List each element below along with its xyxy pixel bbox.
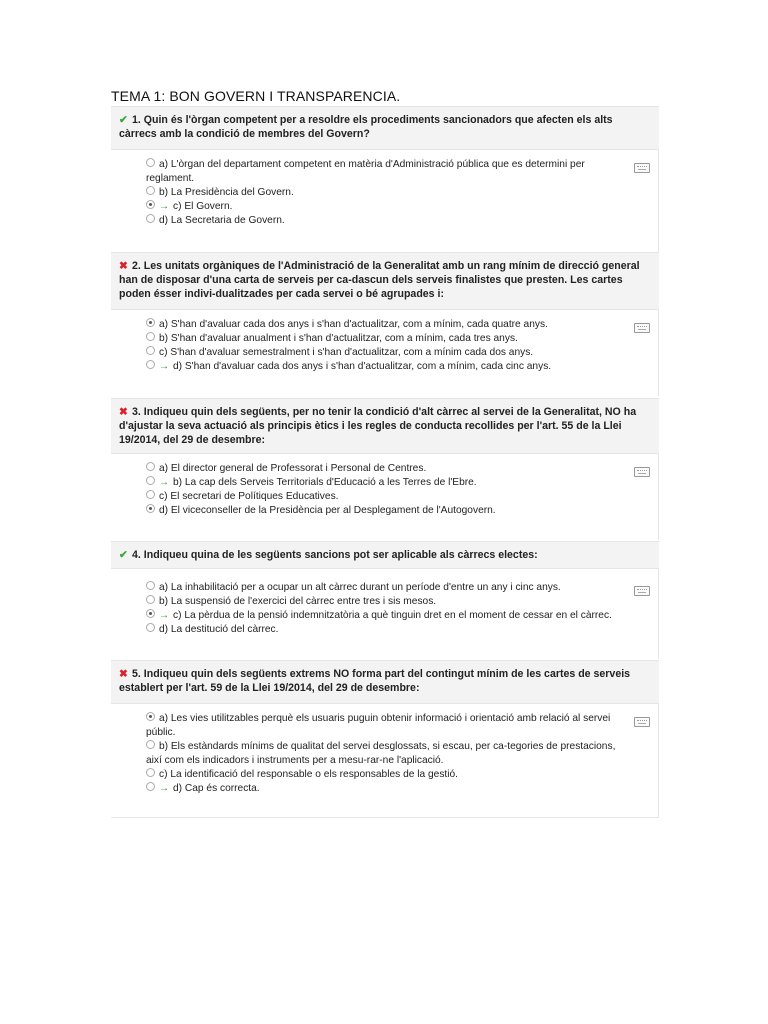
arrow-right-icon: →	[159, 361, 170, 372]
check-icon: ✔	[119, 114, 128, 126]
radio-button[interactable]	[146, 214, 155, 223]
question-body	[111, 310, 659, 396]
radio-button[interactable]	[146, 476, 155, 485]
option-label: b) La suspensió de l'exercici del càrrec entre tres i sis mesos.	[159, 596, 437, 607]
option-label: b) La Presidència del Govern.	[159, 187, 294, 198]
radio-button[interactable]	[146, 623, 155, 632]
question-card	[111, 252, 659, 396]
answer-option[interactable]	[146, 214, 618, 228]
cross-icon: ✖	[119, 668, 128, 680]
option-label: d) S'han d'avaluar cada dos anys i s'han d'actualitzar, com a mínim, cada cinc anys.	[173, 361, 552, 372]
arrow-right-icon: →	[159, 201, 170, 212]
question-card	[111, 660, 659, 818]
answer-option[interactable]	[146, 158, 601, 186]
option-label: a) Les vies utilitzables perquè els usuaris puguin obtenir informació i orientació amb relació al servei públic.	[146, 713, 611, 738]
question-text: 4. Indiqueu quina de les següents sancions pot ser aplicable als càrrecs electes:	[132, 549, 538, 561]
option-label: c) El Govern.	[173, 201, 233, 212]
answer-option[interactable]	[146, 581, 618, 595]
radio-button[interactable]	[146, 360, 155, 369]
question-header	[111, 660, 659, 704]
radio-button-selected[interactable]	[146, 318, 155, 327]
answer-option[interactable]	[146, 768, 618, 782]
option-label: a) L'òrgan del departament competent en matèria d'Administració pública que es determini per reglament.	[146, 159, 585, 184]
answer-option[interactable]	[146, 623, 618, 637]
option-label: b) Els estàndards mínims de qualitat del servei desglossats, si escau, per ca-tegories de prestacions, així com els indicadors i instruments per a mesu-rar-ne l'aplicació.	[146, 741, 616, 766]
answer-option[interactable]	[146, 200, 618, 214]
question-text: 2. Les unitats orgàniques de l'Administració de la Generalitat amb un rang mínim de direcció general han de disposar d'una carta de serveis per ca-dascun dels serveis finalistes que presten. Les cartes poden ésser indivi-dualitzades per cada servei o bé agrupades i:	[119, 260, 640, 300]
keyboard-icon[interactable]	[634, 467, 650, 477]
question-text: 3. Indiqueu quin dels següents, per no tenir la condició d'alt càrrec al servei de la Generalitat, NO ha d'ajustar la seva actuació als principis ètics i les regles de conducta recollides per l'art. 55 de la Llei 19/2014, del 29 de desembre:	[119, 406, 637, 446]
keyboard-icon[interactable]	[634, 586, 650, 596]
question-text: 5. Indiqueu quin dels següents extrems NO forma part del contingut mínim de les cartes de serveis establert per l'art. 59 de la Llei 19/2014, del 29 de desembre:	[119, 668, 631, 694]
question-card	[111, 106, 659, 252]
answer-option[interactable]	[146, 462, 618, 476]
answer-option[interactable]	[146, 609, 618, 623]
cross-icon: ✖	[119, 260, 128, 272]
answer-option[interactable]	[146, 346, 618, 360]
radio-button[interactable]	[146, 332, 155, 341]
answer-option[interactable]	[146, 740, 621, 768]
question-header	[111, 541, 659, 569]
option-label: a) S'han d'avaluar cada dos anys i s'han d'actualitzar, com a mínim, cada quatre anys.	[159, 319, 548, 330]
check-icon: ✔	[119, 549, 128, 561]
option-label: a) La inhabilitació per a ocupar un alt càrrec durant un període d'entre un any i cinc anys.	[159, 582, 561, 593]
option-label: b) S'han d'avaluar anualment i s'han d'actualitzar, com a mínim, cada tres anys.	[159, 333, 518, 344]
question-header	[111, 252, 659, 310]
radio-button[interactable]	[146, 782, 155, 791]
answer-option[interactable]	[146, 595, 618, 609]
radio-button-selected[interactable]	[146, 504, 155, 513]
question-card	[111, 541, 659, 659]
arrow-right-icon: →	[159, 610, 170, 621]
question-body	[111, 150, 659, 252]
answer-option[interactable]	[146, 318, 618, 332]
option-label: a) El director general de Professorat i Personal de Centres.	[159, 463, 427, 474]
radio-button[interactable]	[146, 158, 155, 167]
answer-option[interactable]	[146, 186, 618, 200]
question-text: 1. Quin és l'òrgan competent per a resoldre els procediments sancionadors que afecten els alts càrrecs amb la condició de membres del Govern?	[119, 114, 613, 140]
option-label: d) Cap és correcta.	[173, 783, 260, 794]
answer-option[interactable]	[146, 504, 618, 518]
question-header	[111, 398, 659, 454]
radio-button[interactable]	[146, 740, 155, 749]
answer-option[interactable]	[146, 332, 618, 346]
cross-icon: ✖	[119, 406, 128, 418]
radio-button[interactable]	[146, 346, 155, 355]
radio-button[interactable]	[146, 768, 155, 777]
radio-button[interactable]	[146, 490, 155, 499]
question-body	[111, 704, 659, 818]
radio-button[interactable]	[146, 595, 155, 604]
option-label: c) La identificació del responsable o els responsables de la gestió.	[159, 769, 459, 780]
option-label: c) El secretari de Polítiques Educatives.	[159, 491, 339, 502]
keyboard-icon[interactable]	[634, 717, 650, 727]
option-label: b) La cap dels Serveis Territorials d'Educació a les Terres de l'Ebre.	[173, 477, 477, 488]
answer-option[interactable]	[146, 490, 618, 504]
radio-button-selected[interactable]	[146, 200, 155, 209]
option-label: d) El viceconseller de la Presidència per al Desplegament de l'Autogovern.	[159, 505, 496, 516]
radio-button[interactable]	[146, 581, 155, 590]
keyboard-icon[interactable]	[634, 163, 650, 173]
radio-button[interactable]	[146, 186, 155, 195]
radio-button[interactable]	[146, 462, 155, 471]
answer-option[interactable]	[146, 782, 618, 796]
question-card	[111, 398, 659, 540]
arrow-right-icon: →	[159, 477, 170, 488]
option-label: c) La pèrdua de la pensió indemnitzatòria a què tinguin dret en el moment de cessar en el càrrec.	[173, 610, 612, 621]
page-title: TEMA 1: BON GOVERN I TRANSPARENCIA.	[111, 88, 401, 104]
option-label: d) La destitució del càrrec.	[159, 624, 279, 635]
answer-option[interactable]	[146, 360, 618, 374]
option-label: d) La Secretaria de Govern.	[159, 215, 285, 226]
question-body	[111, 454, 659, 540]
answer-option[interactable]	[146, 712, 621, 740]
question-body	[111, 569, 659, 659]
arrow-right-icon: →	[159, 783, 170, 794]
radio-button-selected[interactable]	[146, 609, 155, 618]
answer-option[interactable]	[146, 476, 618, 490]
question-header	[111, 106, 659, 150]
option-label: c) S'han d'avaluar semestralment i s'han d'actualitzar, com a mínim cada dos anys.	[159, 347, 534, 358]
keyboard-icon[interactable]	[634, 323, 650, 333]
radio-button-selected[interactable]	[146, 712, 155, 721]
